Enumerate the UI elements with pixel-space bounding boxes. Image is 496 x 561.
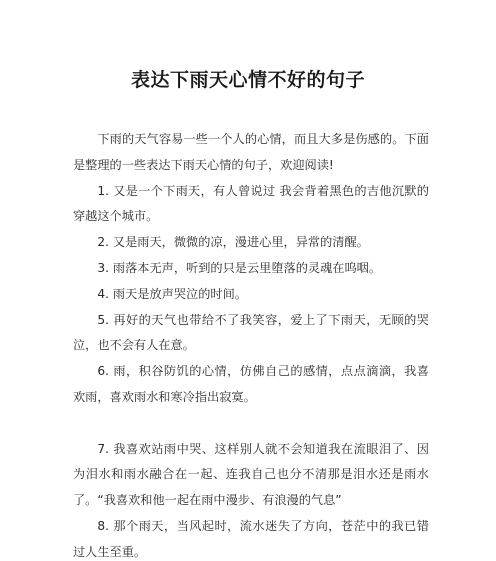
sentence-6: 6. 雨，积谷防饥的心情，仿佛自己的感情，点点滴滴，我喜欢雨，喜欢雨水和寒冷指出寂寞。 bbox=[73, 364, 429, 404]
intro-paragraph: 下雨的天气容易一些一个人的心情，而且大多是伤感的。下面是整理的一些表达下雨天心情的句子，欢迎阅读! bbox=[73, 132, 429, 172]
sentence-1: 1. 又是一个下雨天，有人曾说过 我会背着黑色的吉他沉默的穿越这个城市。 bbox=[73, 183, 429, 224]
sentence-4: 4. 雨天是放声哭泣的时间。 bbox=[97, 286, 247, 301]
document-body bbox=[73, 127, 429, 561]
sentence-7: 7. 我喜欢站雨中哭、这样别人就不会知道我在流眼泪了、因为泪水和雨水融合在一起、连我自己也分不清那是泪水还是雨水了。“我喜欢和他一起在雨中漫步、有浪漫的气息” bbox=[73, 441, 429, 508]
sentence-8: 8. 那个雨天，当风起时，流水迷失了方向，苍茫中的我已错过人生至重。 bbox=[73, 518, 429, 559]
sentence-5: 5. 再好的天气也带给不了我笑容，爱上了下雨天，无顾的哭泣，也不会有人在意。 bbox=[73, 312, 429, 353]
blank-line bbox=[73, 411, 429, 437]
document-title: 表达下雨天心情不好的句子 bbox=[130, 69, 365, 91]
sentence-3: 3. 雨落本无声，听到的只是云里堕落的灵魂在呜咽。 bbox=[97, 260, 382, 275]
sentence-2: 2. 又是雨天，微微的凉，漫进心里，异常的清醒。 bbox=[97, 235, 369, 250]
